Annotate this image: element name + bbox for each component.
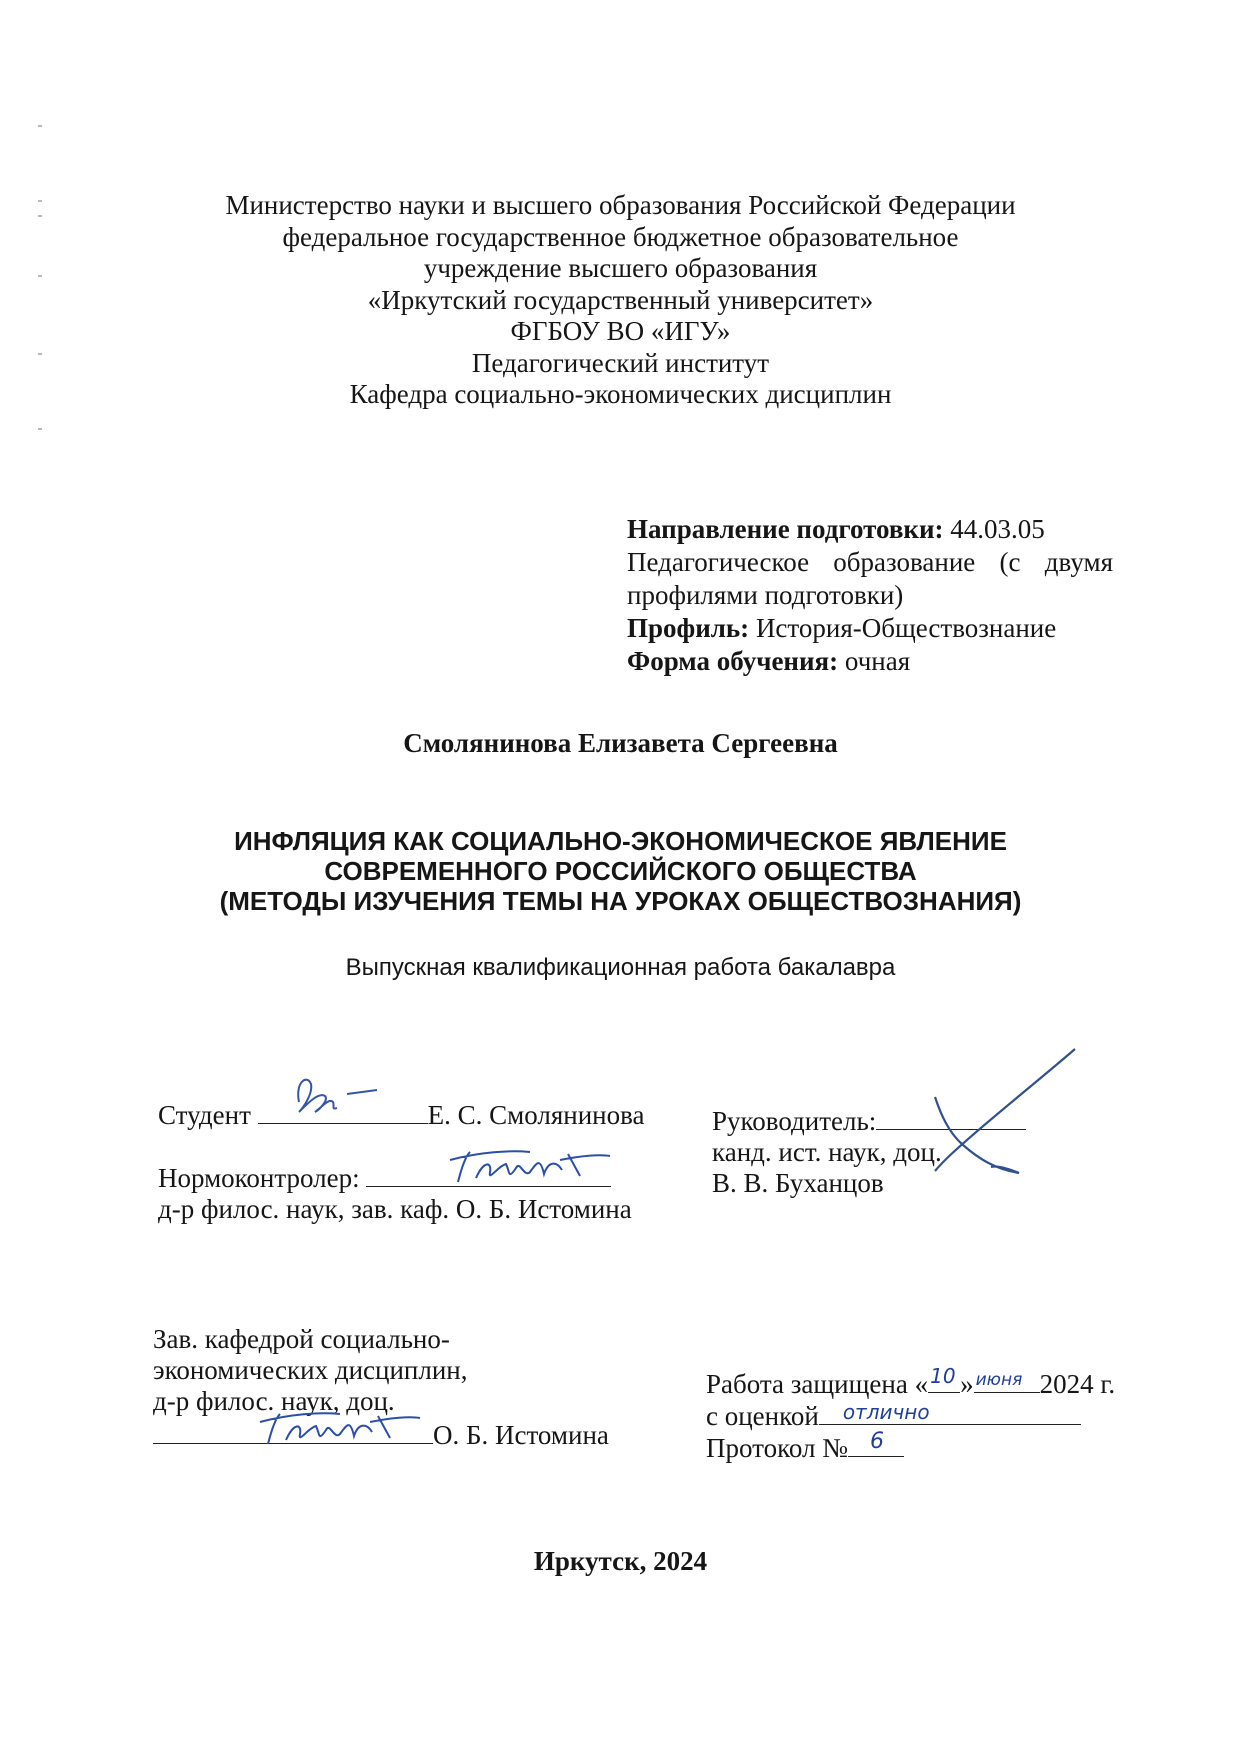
grade-line [819,1400,1081,1425]
profile-label: Профиль: [627,613,750,643]
defense-year: 2024 г. [1039,1369,1116,1399]
header-line: федеральное государственное бюджетное образовательное [282,221,959,252]
supervisor-title: канд. ист. наук, доц. [712,1137,942,1167]
header-line: Педагогический институт [471,347,770,378]
supervisor-name: В. В. Буханцов [712,1168,884,1198]
protected-label: Работа защищена « [706,1369,929,1399]
supervisor-block [712,1103,1026,1199]
title-line: (МЕТОДЫ ИЗУЧЕНИЯ ТЕМЫ НА УРОКАХ ОБЩЕСТВОЗНАНИЯ) [219,886,1022,916]
direction-label: Направление подготовки: [627,514,944,544]
title-line: ИНФЛЯЦИЯ КАК СОЦИАЛЬНО-ЭКОНОМИЧЕСКОЕ ЯВЛЕНИЕ [234,826,1007,856]
protocol-label: Протокол № [706,1433,848,1463]
protected-close: » [960,1369,974,1399]
header-line: «Иркутский государственный университет» [367,284,874,315]
header-line: Министерство науки и высшего образования Российской Федерации [225,190,1016,220]
student-name: Е. С. Смолянинова [427,1100,645,1130]
city-year: Иркутск, 2024 [533,1546,708,1576]
form-label: Форма обучения: [627,646,839,676]
direction-code: 44.03.05 [950,514,1045,544]
defense-block [706,1364,1116,1464]
institution-header [0,190,1241,411]
head-title: д-р филос. наук, доц. [153,1386,395,1416]
grade-label: с оценкой [706,1401,819,1431]
work-type: Выпускная квалификационная работа бакалавра [345,954,896,981]
protocol-line [848,1429,904,1457]
head-title: Зав. кафедрой социально- [153,1324,450,1354]
normcontrol-label: Нормоконтролер: [158,1163,360,1193]
head-name: О. Б. Истомина [433,1420,609,1450]
student-row [158,1097,644,1131]
grade-value: отлично [842,1400,930,1424]
defense-month: июня [975,1370,1023,1390]
protocol-number: 6 [869,1429,884,1454]
supervisor-label: Руководитель: [712,1106,877,1136]
defense-day: 10 [930,1364,956,1388]
author-name: Смолянинова Елизавета Сергеевна [403,728,838,758]
head-signature-line [153,1417,433,1444]
header-line: учреждение высшего образования [423,253,818,283]
thesis-title [0,826,1241,916]
header-line: ФГБОУ ВО «ИГУ» [510,316,731,346]
form-value: очная [844,646,911,676]
supervisor-signature-line [876,1103,1026,1130]
profile-value: История-Обществознание [755,613,1057,643]
normcontrol-signature-line [366,1160,611,1187]
normcontrol-block [158,1160,632,1225]
student-signature-line [258,1097,428,1124]
defense-day-line [928,1364,960,1393]
title-line: СОВРЕМЕННОГО РОССИЙСКОГО ОБЩЕСТВА [324,856,917,886]
normcontrol-title: д-р филос. наук, зав. каф. О. Б. Истомина [158,1194,632,1224]
defense-month-line [974,1368,1040,1393]
direction-text: профилями подготовки) [627,580,904,610]
header-line: Кафедра социально-экономических дисциплин [349,379,892,409]
student-label: Студент [158,1100,251,1130]
direction-text: Педагогическое образование (с двумя [627,547,1113,577]
program-block [627,513,1113,678]
head-block [153,1324,609,1451]
head-title: экономических дисциплин, [153,1355,468,1385]
